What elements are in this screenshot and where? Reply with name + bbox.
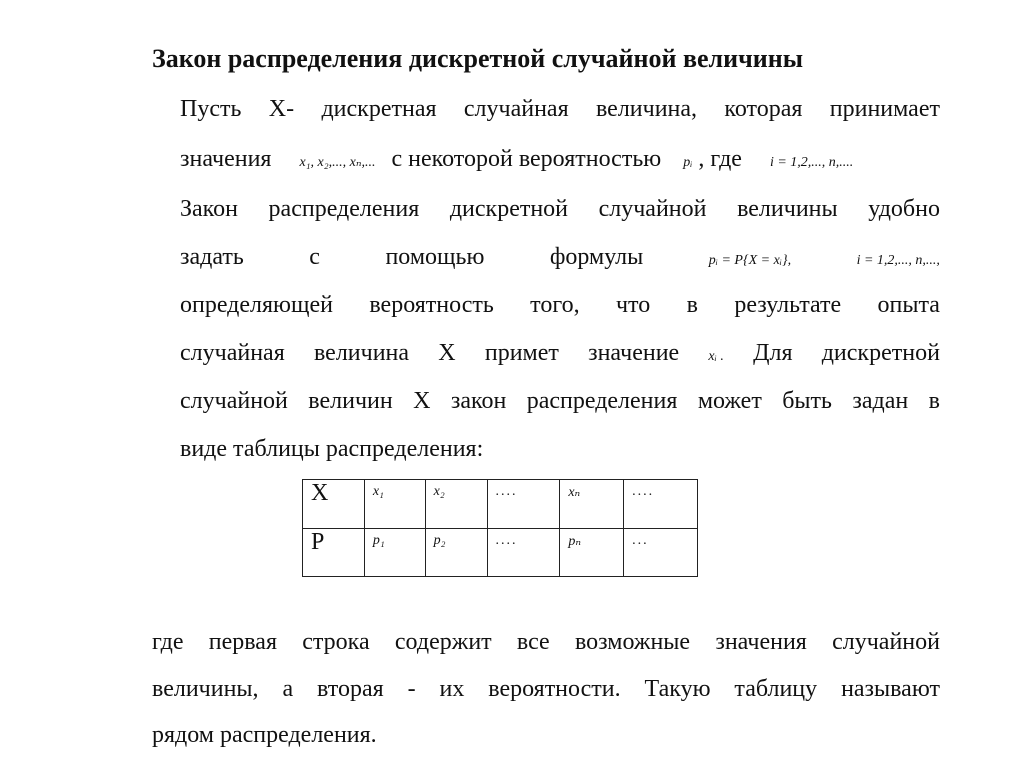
word: где	[152, 629, 184, 655]
table-cell: ....	[624, 480, 698, 529]
table-row	[303, 528, 698, 577]
word: -	[407, 676, 416, 702]
word: величины	[737, 196, 838, 222]
word: случайной	[598, 196, 707, 222]
word: с некоторой вероятностью	[391, 146, 662, 172]
word: опыта	[877, 292, 940, 318]
paragraph-line-4	[180, 242, 940, 276]
distribution-table	[302, 479, 698, 577]
word: величин	[308, 388, 393, 414]
table-cell: x₁	[364, 480, 425, 529]
word: все	[516, 629, 550, 655]
table-cell: p₁	[364, 528, 425, 577]
word: таблицу	[734, 676, 818, 702]
word: может	[697, 388, 762, 414]
word: задать	[180, 244, 244, 270]
word: в	[686, 292, 698, 318]
word: рядом распределения.	[152, 722, 377, 748]
word: а	[282, 676, 294, 702]
table-row	[303, 480, 698, 529]
word: задан	[852, 388, 909, 414]
word: Такую	[644, 676, 711, 702]
paragraph-line-7	[180, 386, 940, 416]
word: первая	[208, 629, 277, 655]
word: быть	[782, 388, 832, 414]
word: дискретной	[449, 196, 569, 222]
footer-line-1	[152, 627, 940, 657]
word: Для	[753, 340, 793, 366]
word: вероятности.	[488, 676, 621, 702]
word: в	[928, 388, 940, 414]
word: формулы	[549, 244, 644, 270]
table-cell: ...	[624, 528, 698, 577]
formula-index-range: i = 1,2,..., n,...,	[856, 253, 940, 268]
word: Х	[413, 388, 431, 414]
paragraph-line-2	[180, 144, 940, 178]
word: значение	[588, 340, 680, 366]
word: с	[309, 244, 320, 270]
word: определяющей	[180, 292, 333, 318]
paragraph-line-8	[180, 434, 483, 464]
word: случайной	[832, 629, 940, 655]
footer-line-3	[152, 720, 377, 750]
word: вторая	[317, 676, 384, 702]
formula-x-i: xᵢ .	[708, 349, 724, 364]
word: значения	[180, 146, 272, 172]
word: дискретной	[821, 340, 940, 366]
paragraph-line-1	[180, 94, 940, 124]
word: примет	[484, 340, 559, 366]
word: вероятность	[369, 292, 494, 318]
footer-line-2	[152, 674, 940, 704]
word: Закон	[180, 196, 238, 222]
row-header-x: Х	[303, 480, 365, 529]
word: дискретная	[321, 96, 437, 122]
word: результате	[734, 292, 842, 318]
word: закон	[450, 388, 507, 414]
word: принимает	[829, 96, 940, 122]
word: Х	[438, 340, 456, 366]
formula-distribution: pᵢ = P{X = xᵢ},	[708, 253, 792, 268]
word: помощью	[385, 244, 485, 270]
word: случайная	[180, 340, 285, 366]
paragraph-line-3	[180, 194, 940, 224]
word: которая	[724, 96, 803, 122]
word: возможные	[574, 629, 691, 655]
word: значения	[715, 629, 807, 655]
word: их	[439, 676, 465, 702]
table-cell: p₂	[425, 528, 487, 577]
word: Пусть	[180, 96, 242, 122]
word: что	[615, 292, 651, 318]
word: удобно	[868, 196, 940, 222]
word: величины,	[152, 676, 259, 702]
table-cell: ....	[487, 528, 560, 577]
page-title: Закон распределения дискретной случайной величины	[152, 44, 804, 73]
word: виде таблицы распределения:	[180, 436, 484, 462]
word: , где	[698, 146, 742, 172]
formula-p-i: pᵢ	[683, 155, 693, 170]
word: называют	[841, 676, 940, 702]
word: величина	[313, 340, 410, 366]
word: случайной	[180, 388, 288, 414]
paragraph-line-5	[180, 290, 940, 320]
formula-x-values: x₁, x₂,..., xₙ,...	[299, 155, 376, 170]
word: распределения	[268, 196, 420, 222]
table-cell: xₙ	[560, 480, 624, 529]
word: Х-	[268, 96, 295, 122]
paragraph-line-6	[180, 338, 940, 372]
word: случайная	[463, 96, 569, 122]
row-header-p: Р	[303, 528, 365, 577]
word: содержит	[394, 629, 492, 655]
word: величина,	[595, 96, 698, 122]
table-cell: ....	[487, 480, 560, 529]
formula-index-range: i = 1,2,..., n,....	[769, 155, 854, 170]
word: строка	[302, 629, 370, 655]
word: распределения	[526, 388, 678, 414]
table-cell: x₂	[425, 480, 487, 529]
table-cell: pₙ	[560, 528, 624, 577]
word: того,	[530, 292, 580, 318]
